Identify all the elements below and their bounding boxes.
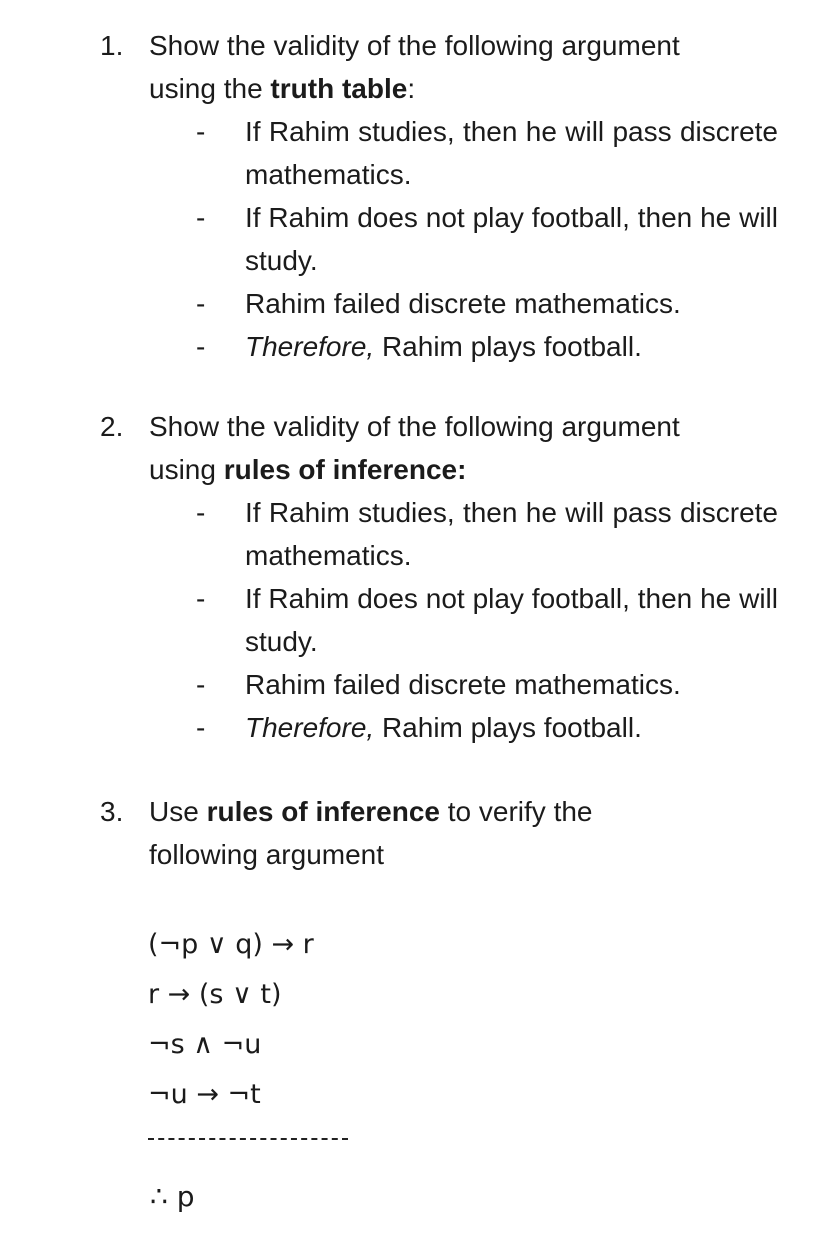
dash-bullet: - [196,583,206,614]
question-line: Show the validity of the following argument [149,30,680,61]
question-line: Show the validity of the following argument [149,411,680,442]
dash-bullet: - [196,497,206,528]
list-item: - Therefore, Rahim plays football. [100,706,778,749]
bold-term: rules of inference [206,796,440,827]
bold-term: rules of inference: [223,454,467,485]
question-number: 3. [100,796,124,827]
premise-formula: (¬p ∨ q) → r [148,929,314,960]
list-item: - If Rahim does not play football, then he will study. [100,196,778,282]
question-number: 2. [100,411,124,442]
list-item: - Therefore, Rahim plays football. [100,325,778,368]
dash-bullet: - [196,331,206,362]
conclusion-formula: ∴ p [150,1180,195,1213]
list-item: - If Rahim does not play football, then he will study. [100,577,778,663]
dash-bullet: - [196,202,206,233]
dash-bullet: - [196,712,206,743]
question-line: Use rules of inference to verify the [149,796,593,827]
premise-formula: ¬u → ¬t [148,1079,261,1110]
list-item: - If Rahim studies, then he will pass discrete mathematics. [100,110,778,196]
dash-bullet: - [196,288,206,319]
list-item: - Rahim failed discrete mathematics. [100,282,778,325]
list-item: - Rahim failed discrete mathematics. [100,663,778,706]
premise-list [100,491,790,749]
question-3 [100,790,790,876]
dashed-separator [148,1138,348,1140]
premise-list [100,110,790,368]
question-text [149,790,790,876]
dash-bullet: - [196,116,206,147]
question-number: 1. [100,30,124,61]
question-text [149,405,790,491]
bold-term: truth table [270,73,408,104]
premise-formula: r → (s ∨ t) [148,979,282,1010]
list-item: - If Rahim studies, then he will pass discrete mathematics. [100,491,778,577]
question-1 [100,24,790,368]
question-text [149,24,790,110]
question-line: using rules of inference: [149,454,467,485]
question-line: using the truth table: [149,73,416,104]
dash-bullet: - [196,669,206,700]
premise-formulas [148,920,314,1120]
premise-formula: ¬s ∧ ¬u [148,1029,262,1060]
question-line: following argument [149,839,385,870]
question-2 [100,405,790,749]
